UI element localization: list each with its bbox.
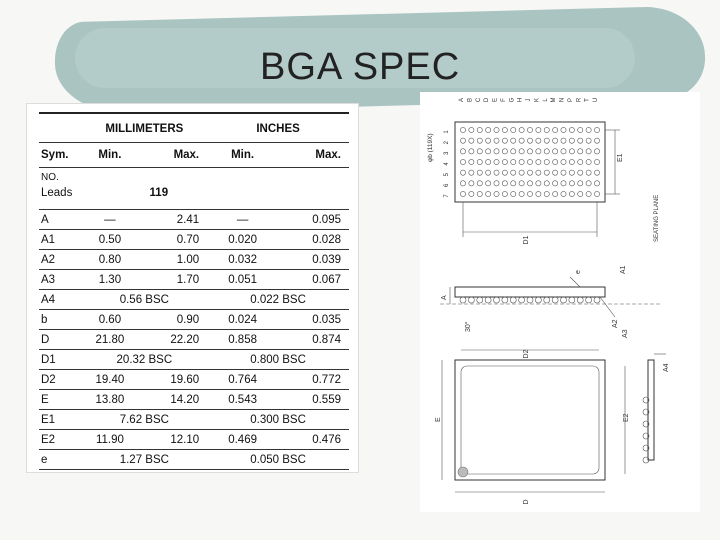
dimension-table [39, 116, 349, 470]
solder-ball [594, 159, 599, 164]
leads-row [39, 187, 349, 210]
solder-ball [586, 159, 591, 164]
pitch-e-label: e [575, 270, 582, 274]
symbol-cell: D [39, 330, 82, 350]
in-max-cell: 0.559 [278, 390, 349, 410]
solder-ball [494, 170, 499, 175]
symbol-cell: A3 [39, 270, 82, 290]
symbol-cell: D1 [39, 350, 82, 370]
in-max-cell: 0.028 [278, 230, 349, 250]
row-letter-label: E [492, 97, 499, 103]
solder-ball [561, 138, 566, 143]
symbol-cell: D2 [39, 370, 82, 390]
in-max-cell: 0.035 [278, 310, 349, 330]
solder-ball [502, 138, 507, 143]
mm-bsc-cell: 7.62 BSC [82, 410, 208, 430]
solder-ball [502, 170, 507, 175]
solder-ball [502, 127, 507, 132]
solder-ball [536, 149, 541, 154]
table-row [39, 390, 349, 410]
in-min-cell: 0.032 [207, 250, 278, 270]
row-letter-label: U [593, 97, 599, 103]
side-solder-ball [527, 297, 533, 303]
solder-ball [502, 159, 507, 164]
solder-ball [586, 170, 591, 175]
in-max-cell: 0.039 [278, 250, 349, 270]
e-label: E [435, 417, 442, 422]
solder-ball [477, 159, 482, 164]
a-label: A [441, 295, 448, 300]
side-solder-ball [552, 297, 558, 303]
mm-min-cell: 1.30 [82, 270, 139, 290]
in-min-cell: 0.543 [207, 390, 278, 410]
solder-ball [469, 149, 474, 154]
solder-ball [460, 127, 465, 132]
solder-ball [578, 127, 583, 132]
solder-ball [511, 181, 516, 186]
solder-ball [477, 127, 482, 132]
symbol-cell: A2 [39, 250, 82, 270]
a1-label: A1 [620, 265, 627, 274]
table-row [39, 410, 349, 430]
solder-ball [569, 127, 574, 132]
solder-ball [553, 127, 558, 132]
a4-label: A4 [663, 363, 670, 372]
column-number-label: 5 [444, 172, 450, 177]
solder-ball [460, 138, 465, 143]
table-row [39, 350, 349, 370]
solder-ball [469, 191, 474, 196]
solder-ball [527, 159, 532, 164]
in-max-cell: 0.067 [278, 270, 349, 290]
mm-min-cell: 0.60 [82, 310, 139, 330]
solder-ball [586, 181, 591, 186]
solder-ball [494, 149, 499, 154]
solder-ball [469, 181, 474, 186]
solder-ball [594, 149, 599, 154]
solder-ball [536, 181, 541, 186]
mm-max-cell: 22.20 [138, 330, 207, 350]
side-solder-ball [535, 297, 541, 303]
side-solder-ball [485, 297, 491, 303]
solder-ball [527, 170, 532, 175]
solder-ball [469, 170, 474, 175]
solder-ball [586, 191, 591, 196]
d2-label: D2 [523, 349, 530, 359]
side-solder-ball [494, 297, 500, 303]
column-number-label: 4 [444, 162, 450, 166]
no-blank [82, 168, 349, 188]
side-solder-ball [569, 297, 575, 303]
mm-min-cell: 21.80 [82, 330, 139, 350]
side-solder-ball [586, 297, 592, 303]
solder-ball [561, 181, 566, 186]
row-letter-label: C [475, 97, 482, 103]
in-max-cell: 0.874 [278, 330, 349, 350]
solder-ball [536, 191, 541, 196]
table-row [39, 210, 349, 230]
solder-ball [511, 127, 516, 132]
table-row [39, 310, 349, 330]
in-max-cell: 0.772 [278, 370, 349, 390]
side-solder-ball [519, 297, 525, 303]
row-letter-label: A [459, 97, 465, 103]
pitch-leader [570, 277, 580, 287]
solder-ball [586, 138, 591, 143]
in-min-cell: 0.469 [207, 430, 278, 450]
row-letter-label: M [551, 97, 558, 103]
solder-ball [553, 181, 558, 186]
mm-max-cell: 19.60 [138, 370, 207, 390]
solder-ball [460, 181, 465, 186]
solder-ball [594, 170, 599, 175]
side-solder-ball [561, 297, 567, 303]
leads-value: 119 [82, 187, 208, 210]
solder-ball [544, 138, 549, 143]
symbol-cell: A4 [39, 290, 82, 310]
solder-ball [486, 127, 491, 132]
solder-ball [527, 191, 532, 196]
table-row [39, 370, 349, 390]
a2-label: A2 [612, 319, 619, 328]
solder-ball [553, 170, 558, 175]
solder-ball [494, 127, 499, 132]
edge-profile-body [648, 360, 654, 460]
column-number-label: 3 [444, 151, 450, 156]
solder-ball [586, 149, 591, 154]
solder-ball [494, 159, 499, 164]
a2-leader [600, 297, 615, 317]
solder-ball [460, 191, 465, 196]
side-solder-ball [477, 297, 483, 303]
mm-min-cell: 13.80 [82, 390, 139, 410]
ball-diameter-label: φb (119X) [427, 133, 434, 162]
solder-ball [502, 191, 507, 196]
symbol-cell: E [39, 390, 82, 410]
row-letter-label: R [576, 97, 583, 103]
solder-ball [569, 159, 574, 164]
row-letter-label: F [500, 98, 507, 102]
leads-label: Leads [39, 187, 82, 210]
header-millimeters: MILLIMETERS [82, 116, 208, 143]
header-inches: INCHES [207, 116, 349, 143]
table-row [39, 270, 349, 290]
table-row [39, 450, 349, 470]
solder-ball [477, 138, 482, 143]
top-view-body [455, 122, 605, 202]
solder-ball [502, 149, 507, 154]
solder-ball [519, 138, 524, 143]
in-bsc-cell: 0.022 BSC [207, 290, 349, 310]
side-solder-ball [544, 297, 550, 303]
table-top-rule [39, 112, 349, 114]
solder-ball [486, 138, 491, 143]
solder-ball [569, 170, 574, 175]
solder-ball [486, 181, 491, 186]
group-header-row [39, 116, 349, 143]
solder-ball [569, 149, 574, 154]
package-drawing [420, 92, 700, 512]
in-min-cell: — [207, 210, 278, 230]
side-solder-ball [460, 297, 466, 303]
row-letter-label: J [526, 98, 532, 102]
solder-ball [561, 127, 566, 132]
solder-ball [486, 170, 491, 175]
mm-bsc-cell: 1.27 BSC [82, 450, 208, 470]
solder-ball [477, 170, 482, 175]
solder-ball [578, 181, 583, 186]
solder-ball [469, 138, 474, 143]
solder-ball [569, 181, 574, 186]
solder-ball [527, 181, 532, 186]
in-min-cell: 0.858 [207, 330, 278, 350]
solder-ball [460, 159, 465, 164]
solder-ball [544, 149, 549, 154]
in-max-cell: 0.476 [278, 430, 349, 450]
row-letter-label: B [467, 97, 474, 103]
solder-ball [519, 191, 524, 196]
solder-ball [553, 138, 558, 143]
solder-ball [486, 191, 491, 196]
solder-ball [527, 149, 532, 154]
d1-label: D1 [523, 235, 530, 245]
symbol-cell: A1 [39, 230, 82, 250]
solder-ball [477, 191, 482, 196]
side-solder-ball [594, 297, 600, 303]
solder-ball [536, 170, 541, 175]
solder-ball [544, 159, 549, 164]
mm-max-cell: 2.41 [138, 210, 207, 230]
mm-max-cell: 1.00 [138, 250, 207, 270]
column-header: Max. [278, 143, 349, 168]
solder-ball [578, 159, 583, 164]
solder-ball [578, 149, 583, 154]
solder-ball [553, 191, 558, 196]
solder-ball [544, 191, 549, 196]
solder-ball [578, 170, 583, 175]
leads-blank [207, 187, 349, 210]
solder-ball [544, 170, 549, 175]
a3-label: A3 [622, 329, 629, 338]
solder-ball [494, 191, 499, 196]
row-letter-label: G [509, 97, 516, 103]
side-solder-ball [510, 297, 516, 303]
row-letter-label: L [542, 98, 549, 102]
header-blank [39, 116, 82, 143]
column-number-label: 1 [444, 130, 450, 134]
no-label: NO. [41, 172, 59, 183]
solder-ball [502, 181, 507, 186]
in-bsc-cell: 0.300 BSC [207, 410, 349, 430]
solder-ball [477, 181, 482, 186]
column-number-label: 2 [444, 140, 450, 145]
solder-ball [511, 149, 516, 154]
in-min-cell: 0.051 [207, 270, 278, 290]
column-header: Sym. [39, 143, 82, 168]
solder-ball [527, 138, 532, 143]
mm-min-cell: — [82, 210, 139, 230]
solder-ball [477, 149, 482, 154]
e1-label: E1 [617, 153, 624, 162]
side-solder-ball [577, 297, 583, 303]
mm-max-cell: 12.10 [138, 430, 207, 450]
angle-label: 30° [465, 321, 472, 332]
d-label: D [523, 499, 530, 505]
solder-ball [586, 127, 591, 132]
symbol-cell: E1 [39, 410, 82, 430]
in-bsc-cell: 0.800 BSC [207, 350, 349, 370]
solder-ball [553, 149, 558, 154]
no-row [39, 168, 349, 188]
seating-plane-label: SEATING PLANE [654, 194, 660, 242]
table-row [39, 230, 349, 250]
mm-min-cell: 0.80 [82, 250, 139, 270]
solder-ball [511, 170, 516, 175]
solder-ball [494, 181, 499, 186]
row-letter-label: D [484, 97, 491, 103]
symbol-cell: E2 [39, 430, 82, 450]
mm-min-cell: 19.40 [82, 370, 139, 390]
solder-ball [460, 149, 465, 154]
in-max-cell: 0.095 [278, 210, 349, 230]
column-header-row [39, 143, 349, 168]
solder-ball [594, 191, 599, 196]
row-letter-label: P [567, 97, 574, 103]
solder-ball [519, 159, 524, 164]
column-number-label: 6 [444, 183, 450, 188]
solder-ball [561, 149, 566, 154]
mm-max-cell: 0.70 [138, 230, 207, 250]
row-letter-label: H [517, 97, 524, 103]
dimension-table-card [26, 103, 359, 473]
column-header: Max. [138, 143, 207, 168]
solder-ball [519, 181, 524, 186]
column-number-label: 7 [444, 194, 450, 198]
table-row [39, 290, 349, 310]
solder-ball [519, 170, 524, 175]
symbol-cell: b [39, 310, 82, 330]
row-letter-label: K [534, 97, 541, 103]
solder-ball [561, 159, 566, 164]
column-header: Min. [207, 143, 278, 168]
solder-ball [469, 127, 474, 132]
row-letter-label: T [584, 98, 591, 102]
in-min-cell: 0.024 [207, 310, 278, 330]
solder-ball [511, 159, 516, 164]
mm-bsc-cell: 20.32 BSC [82, 350, 208, 370]
solder-ball [544, 127, 549, 132]
solder-ball [519, 127, 524, 132]
solder-ball [536, 159, 541, 164]
solder-ball [511, 138, 516, 143]
mm-min-cell: 11.90 [82, 430, 139, 450]
solder-ball [486, 159, 491, 164]
in-bsc-cell: 0.050 BSC [207, 450, 349, 470]
solder-ball [544, 181, 549, 186]
e2-label: E2 [623, 413, 630, 422]
package-outline-svg [420, 92, 700, 512]
solder-ball [527, 127, 532, 132]
solder-ball [594, 127, 599, 132]
table-row [39, 330, 349, 350]
solder-ball [569, 191, 574, 196]
pin1-marker [458, 467, 468, 477]
solder-ball [553, 159, 558, 164]
solder-ball [519, 149, 524, 154]
symbol-cell: e [39, 450, 82, 470]
solder-ball [536, 127, 541, 132]
side-solder-ball [502, 297, 508, 303]
solder-ball [536, 138, 541, 143]
mm-bsc-cell: 0.56 BSC [82, 290, 208, 310]
table-row [39, 250, 349, 270]
mm-max-cell: 14.20 [138, 390, 207, 410]
side-solder-ball [468, 297, 474, 303]
in-min-cell: 0.020 [207, 230, 278, 250]
mm-min-cell: 0.50 [82, 230, 139, 250]
solder-ball [494, 138, 499, 143]
solder-ball [594, 138, 599, 143]
solder-ball [578, 138, 583, 143]
table-row [39, 430, 349, 450]
solder-ball [594, 181, 599, 186]
column-header: Min. [82, 143, 139, 168]
side-view-body [455, 287, 605, 297]
solder-ball [511, 191, 516, 196]
solder-ball [469, 159, 474, 164]
in-min-cell: 0.764 [207, 370, 278, 390]
mm-max-cell: 1.70 [138, 270, 207, 290]
solder-ball [486, 149, 491, 154]
mm-max-cell: 0.90 [138, 310, 207, 330]
bottom-view-pad-area [461, 366, 599, 474]
solder-ball [561, 191, 566, 196]
symbol-cell: A [39, 210, 82, 230]
slide-title: BGA SPEC [260, 46, 461, 88]
solder-ball [569, 138, 574, 143]
solder-ball [578, 191, 583, 196]
solder-ball [460, 170, 465, 175]
row-letter-label: N [559, 97, 566, 103]
bottom-view-body [455, 360, 605, 480]
solder-ball [561, 170, 566, 175]
